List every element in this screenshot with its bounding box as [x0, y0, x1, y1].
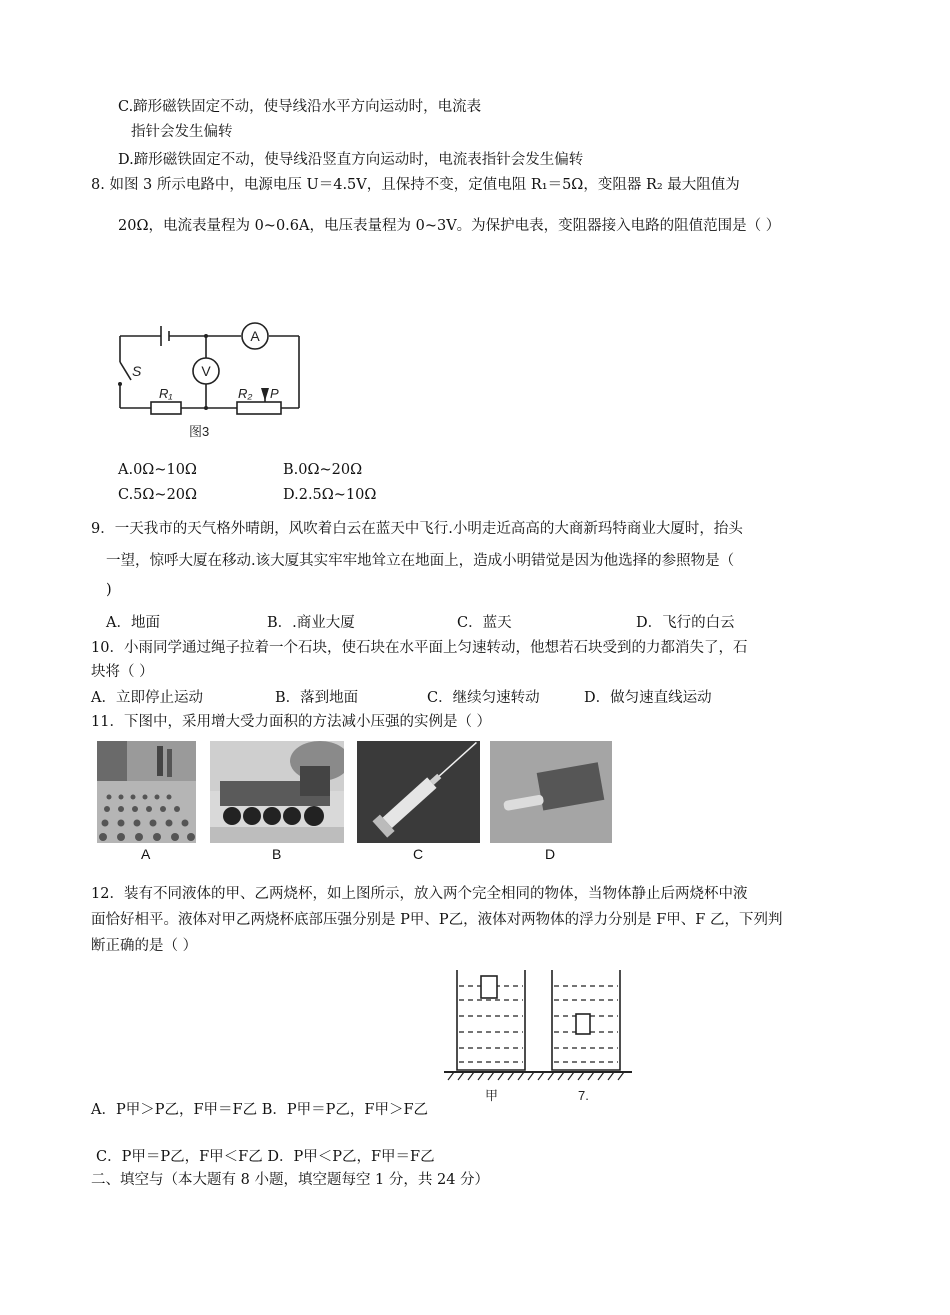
- switch-label: S: [132, 363, 142, 379]
- beaker-yi-label: 7.: [578, 1088, 589, 1103]
- q9-option-c: C．蓝天: [457, 615, 512, 631]
- r2-rheostat: [237, 402, 281, 414]
- q9-stem-line2: 一望，惊呼大厦在移动.该大厦其实牢牢地耸立在地面上，造成小明错觉是因为他选择的参照物是（: [106, 553, 735, 569]
- floating-block: [481, 976, 497, 998]
- q9-stem-line3: ): [106, 582, 112, 598]
- r1-resistor: [151, 402, 181, 414]
- switch-blade: [120, 362, 131, 380]
- q12-stem-line2: 面恰好相平。液体对甲乙两烧杯底部压强分别是 P甲、P乙，液体对两物体的浮力分别是 F甲、F 乙，下列判: [91, 912, 783, 928]
- q12-options-line2: C．P甲＝P乙，F甲＜F乙 D．P甲＜P乙，F甲＝F乙: [96, 1149, 435, 1165]
- q8-stem-line2: 20Ω，电流表量程为 0~0.6A，电压表量程为 0~3V。为保护电表，变阻器接入电路的阻值范围是（ ）: [118, 218, 781, 234]
- photo-b-heavy-truck: [210, 741, 344, 843]
- q7-option-c-line1: C.蹄形磁铁固定不动，使导线沿水平方向运动时，电流表: [118, 99, 482, 115]
- q8-option-b: B.0Ω~20Ω: [283, 462, 363, 478]
- q12-stem-line1: 12．装有不同液体的甲、乙两烧杯，如上图所示，放入两个完全相同的物体，当物体静止后两烧杯中液: [91, 886, 748, 902]
- q10-option-a: A．立即停止运动: [91, 690, 203, 706]
- q7-option-c-line2: 指针会发生偏转: [131, 124, 233, 140]
- q9-option-d: D．飞行的白云: [636, 615, 735, 631]
- photo-d-knife: [490, 741, 612, 843]
- q12-options-line1: A．P甲＞P乙，F甲＝F乙 B．P甲＝P乙，F甲＞F乙: [91, 1102, 429, 1118]
- q10-stem-line2: 块将（ ）: [91, 664, 154, 680]
- beakers-diagram: [440, 962, 636, 1107]
- q8-stem-line1: 8. 如图 3 所示电路中，电源电压 U＝4.5V，且保持不变，定值电阻 R₁＝5Ω，变阻器 R₂ 最大阻值为: [91, 177, 740, 193]
- q8-option-a: A.0Ω~10Ω: [118, 462, 197, 478]
- q8-option-c: C.5Ω~20Ω: [118, 487, 198, 503]
- q8-option-d: D.2.5Ω~10Ω: [283, 487, 377, 503]
- q12-stem-line3: 断正确的是（ ）: [91, 938, 198, 954]
- voltmeter-label: V: [201, 363, 211, 379]
- q11-stem: 11．下图中，采用增大受力面积的方法减小压强的实例是（ ）: [91, 714, 492, 730]
- r1-label: R₁: [159, 386, 173, 401]
- beaker-jia-label: 甲: [485, 1088, 499, 1103]
- photo-c-syringe: [357, 741, 480, 843]
- q10-option-d: D．做匀速直线运动: [584, 690, 712, 706]
- q10-option-b: B．落到地面: [275, 690, 359, 706]
- photo-a-caption: A: [141, 846, 151, 862]
- ammeter-label: A: [250, 328, 260, 344]
- q9-option-a: A．地面: [106, 615, 160, 631]
- q7-option-d: D.蹄形磁铁固定不动，使导线沿竖直方向运动时，电流表指针会发生偏转: [118, 152, 584, 168]
- circuit-diagram: [105, 318, 305, 443]
- section-2-heading: 二、填空与（本大题有 8 小题，填空题每空 1 分，共 24 分）: [91, 1172, 490, 1188]
- q10-option-c: C．继续匀速转动: [427, 690, 540, 706]
- photo-b-caption: B: [272, 846, 282, 862]
- figure-caption: 图3: [189, 424, 210, 439]
- photo-a-tactile-paving: [97, 741, 196, 843]
- q9-option-b: B．.商业大厦: [267, 615, 355, 631]
- slider-label: P: [270, 386, 279, 401]
- q9-stem-line1: 9．一天我市的天气格外晴朗，风吹着白云在蓝天中飞行.小明走近高高的大商新玛特商业大厦时，抬头: [91, 521, 743, 537]
- r2-label: R₂: [238, 386, 253, 401]
- suspended-block: [576, 1014, 590, 1034]
- photo-c-caption: C: [413, 846, 424, 862]
- q10-stem-line1: 10．小雨同学通过绳子拉着一个石块，使石块在水平面上匀速转动，他想若石块受到的力都消失了，石: [91, 640, 748, 656]
- photo-d-caption: D: [545, 846, 556, 862]
